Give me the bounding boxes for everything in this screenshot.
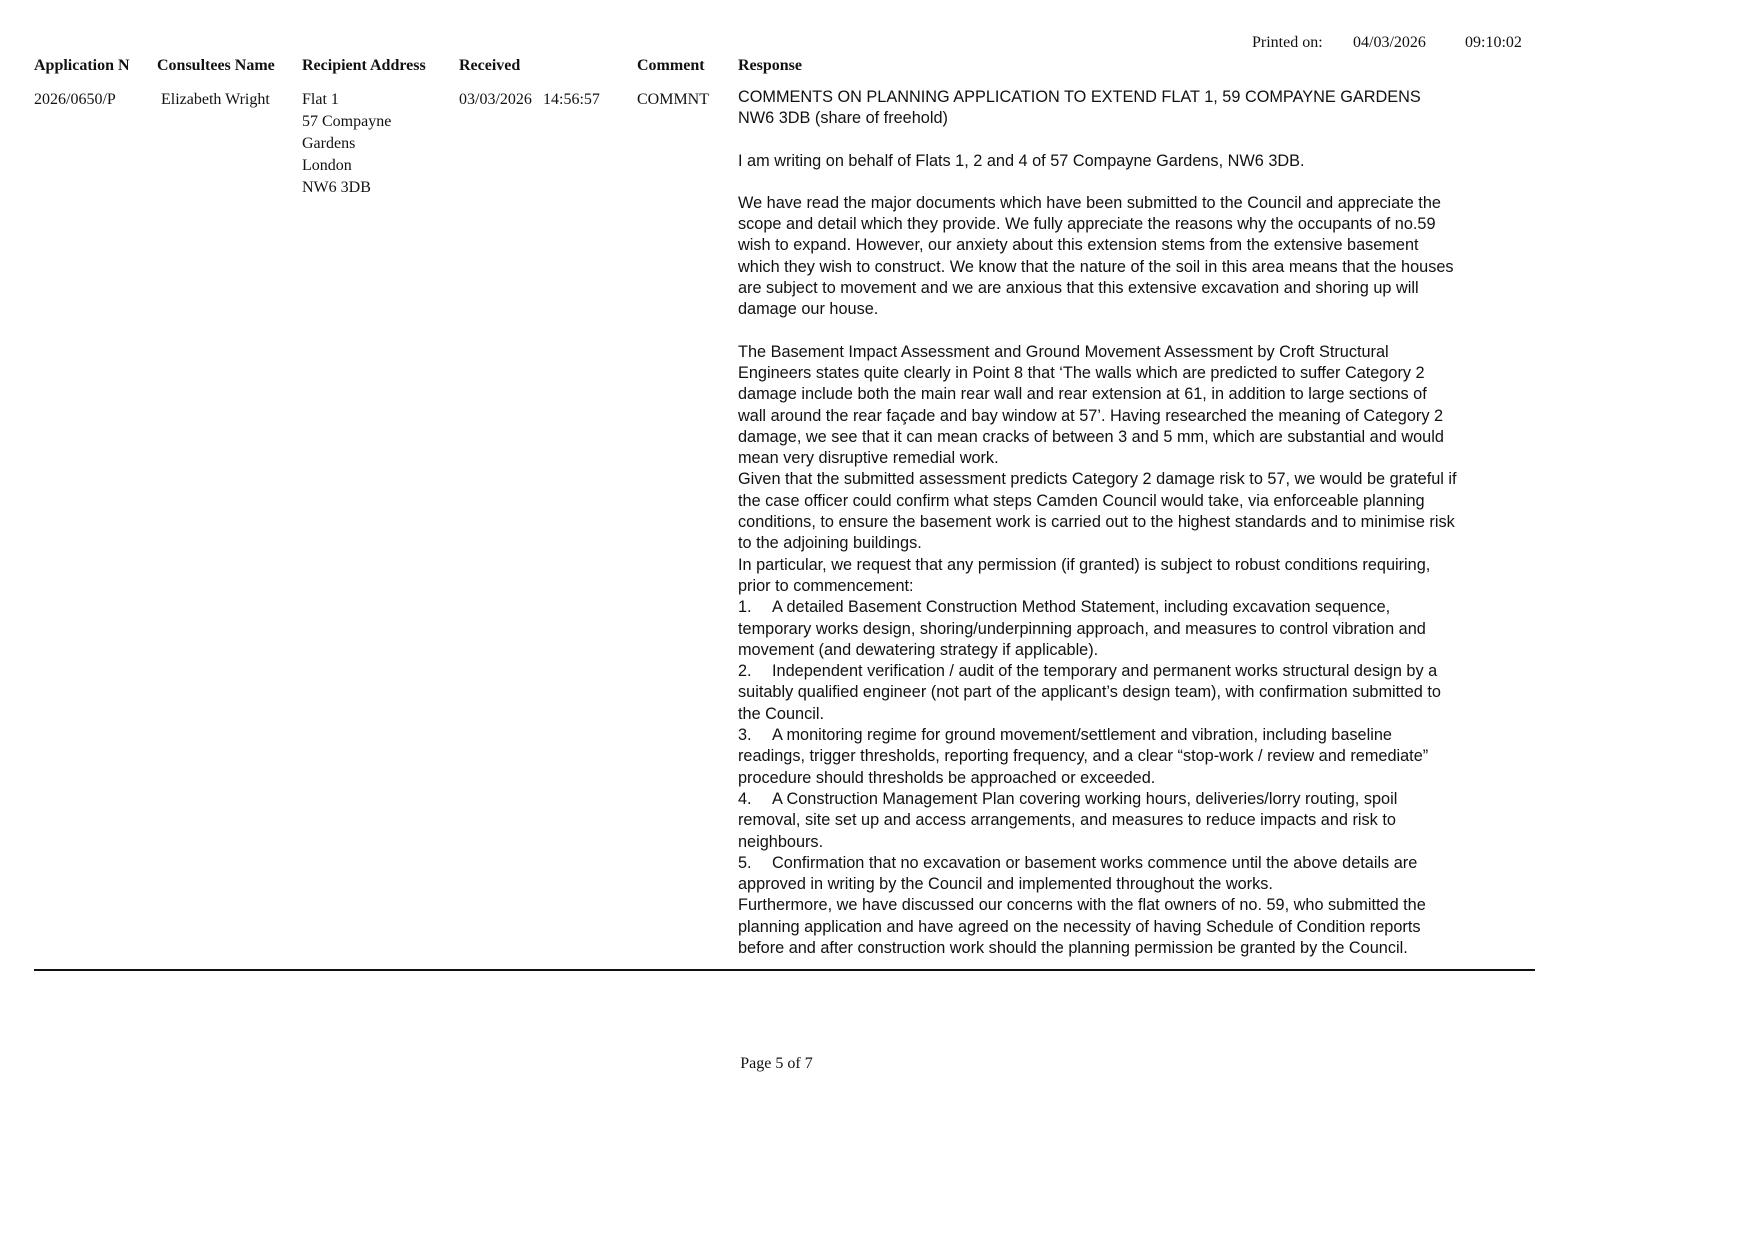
- printed-on-label: Printed on:: [1252, 34, 1323, 51]
- condition-item: [738, 661, 1458, 725]
- condition-text: A detailed Basement Construction Method Statement, including excavation sequence, temporary works design, shoring/underpinning approach, and measures to control vibration and movement (and dewatering strategy if applicable).: [738, 598, 1426, 659]
- column-header-comment: Comment: [637, 57, 705, 74]
- condition-text: Confirmation that no excavation or basement works commence until the above details are approved in writing by the Council and implemented throughout the works.: [738, 853, 1418, 894]
- column-header-consultees-name: Consultees Name: [157, 57, 275, 74]
- address-line: Flat 1: [302, 91, 339, 108]
- response-paragraph: Furthermore, we have discussed our concerns with the flat owners of no. 59, who submitted the planning application and have agreed on the necessity of having Schedule of Condition reports before and after construction work should the planning permission be granted by the Council.: [738, 896, 1426, 957]
- response-heading: COMMENTS ON PLANNING APPLICATION TO EXTEND FLAT 1, 59 COMPAYNE GARDENS NW6 3DB (share of freehold): [738, 88, 1421, 128]
- response-paragraph: The Basement Impact Assessment and Ground Movement Assessment by Croft Structural Engineers states quite clearly in Point 8 that ‘The walls which are predicted to suffer Category 2 damage include both the main rear wall and rear extension at 61, in addition to large sections of wall around the rear façade and bay window at 57’. Having researched the meaning of Category 2 damage, we see that it can mean cracks of between 3 and 5 mm, which are substantial and would mean very disruptive remedial work.: [738, 342, 1444, 468]
- received-time: 14:56:57: [543, 91, 600, 108]
- comment-type: COMMNT: [637, 91, 710, 108]
- condition-item: [738, 597, 1458, 661]
- condition-number: 3.: [738, 726, 752, 745]
- column-header-application-number: Application N: [34, 57, 130, 74]
- response-paragraph: Given that the submitted assessment predicts Category 2 damage risk to 57, we would be grateful if the case officer could confirm what steps Camden Council would take, via enforceable planning conditions, to ensure the basement work is carried out to the highest standards and to minimise risk to the adjoining buildings.: [738, 470, 1457, 553]
- address-line: 57 Compayne: [302, 113, 392, 130]
- row-divider: [34, 969, 1535, 971]
- condition-text: Independent verification / audit of the temporary and permanent works structural design by a suitably qualified engineer (not part of the applicant’s design team), with confirmation submitted to the Council.: [738, 662, 1441, 723]
- printed-date: 04/03/2026: [1353, 34, 1426, 51]
- received-date: 03/03/2026: [459, 91, 532, 108]
- response-paragraph: I am writing on behalf of Flats 1, 2 and 4 of 57 Compayne Gardens, NW6 3DB.: [738, 151, 1305, 170]
- condition-item: [738, 725, 1458, 789]
- printed-time: 09:10:02: [1465, 34, 1522, 51]
- response-paragraph: We have read the major documents which have been submitted to the Council and appreciate the scope and detail which they provide. We fully appreciate the reasons why the occupants of no.59 wish to expand. However, our anxiety about this extension stems from the extensive basement which they wish to construct. We know that the nature of the soil in this area means that the houses are subject to movement and we are anxious that this extensive excavation and shoring up will damage our house.: [738, 193, 1454, 319]
- application-number: 2026/0650/P: [34, 91, 116, 108]
- column-header-received: Received: [459, 57, 521, 74]
- condition-text: A monitoring regime for ground movement/settlement and vibration, including baseline readings, trigger thresholds, reporting frequency, and a clear “stop-work / review and remediate” procedure should thresholds be approached or exceeded.: [738, 726, 1429, 787]
- consultee-name: Elizabeth Wright: [161, 91, 270, 108]
- address-line: Gardens: [302, 135, 356, 152]
- column-header-recipient-address: Recipient Address: [302, 57, 426, 74]
- response-paragraph: In particular, we request that any permission (if granted) is subject to robust conditions requiring, prior to commencement:: [738, 555, 1431, 595]
- condition-item: [738, 789, 1458, 853]
- address-line: NW6 3DB: [302, 179, 371, 196]
- condition-number: 1.: [738, 598, 752, 617]
- condition-item: [738, 853, 1458, 896]
- column-header-response: Response: [738, 57, 803, 74]
- condition-text: A Construction Management Plan covering working hours, deliveries/lorry routing, spoil removal, site set up and access arrangements, and measures to reduce impacts and risk to neighbours.: [738, 789, 1398, 851]
- recipient-address: [302, 89, 391, 199]
- response-text: [738, 87, 1458, 959]
- condition-number: 5.: [738, 853, 752, 872]
- address-line: London: [302, 157, 352, 174]
- page-number: Page 5 of 7: [740, 1055, 813, 1072]
- condition-number: 4.: [738, 789, 752, 808]
- condition-number: 2.: [738, 662, 752, 681]
